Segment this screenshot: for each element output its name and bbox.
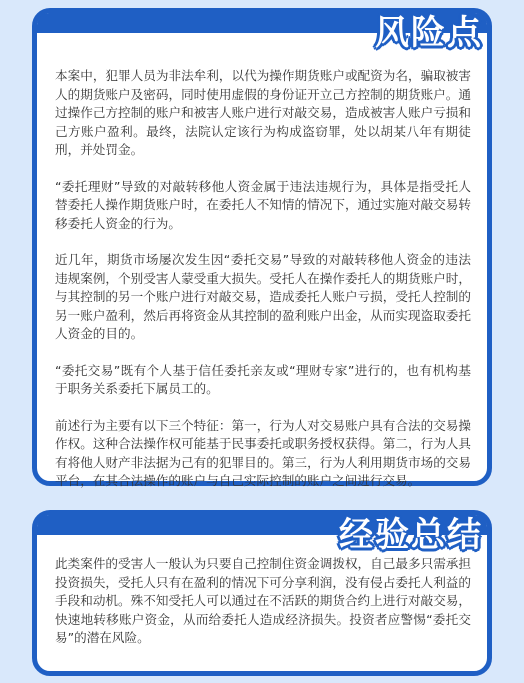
paragraph: 本案中，犯罪人员为非法牟利，以代为操作期货账户或配资为名，骗取被害人的期货账户及密码，同时使用虚假的身份证开立己方控制的期货账户。通过操作己方控制的账户和被害人账户进行对敲交易，造成被害人账户亏损和己方账户盈利。最终，法院认定该行为构成盗窃罪，处以胡某八年有期徒刑，并处罚金。 bbox=[55, 68, 471, 157]
summary-body bbox=[55, 555, 471, 648]
paragraph: 前述行为主要有以下三个特征：第一，行为人对交易账户具有合法的交易操作权。这种合法操作权可能基于民事委托或职务授权获得。第二，行为人具有将他人财产非法据为己有的犯罪目的。第三，行为人利用期货市场的交易平台，在其合法操作的账户与自己实际控制的账户之间进行交易。 bbox=[55, 417, 471, 488]
paragraph: 此类案件的受害人一般认为只要自己控制住资金调拨权，自己最多只需承担投资损失，受托人只有在盈利的情况下可分享利润，没有侵占委托人利益的手段和动机。殊不知受托人可以通过在不活跃的期货合约上进行对敲交易，快速地转移账户资金，从而给委托人造成经济损失。投资者应警惕“委托交易”的潜在风险。 bbox=[55, 556, 471, 645]
risk-points-body bbox=[55, 67, 471, 491]
risk-points-title: 风险点 bbox=[375, 13, 483, 53]
paragraph: “委托理财”导致的对敲转移他人资金属于违法违规行为，具体是指受托人替委托人操作期货账户时，在委托人不知情的情况下，通过实施对敲交易转移委托人资金的行为。 bbox=[55, 178, 471, 231]
summary-title: 经验总结 bbox=[339, 515, 483, 555]
summary-card bbox=[32, 510, 492, 676]
risk-points-card bbox=[32, 8, 492, 486]
paragraph: 近几年，期货市场屡次发生因“委托交易”导致的对敲转移他人资金的违法违规案例，个别受害人蒙受重大损失。受托人在操作委托人的期货账户时，与其控制的另一个账户进行对敲交易，造成委托人账户亏损，受托人控制的另一账户盈利，然后再将资金从其控制的盈利账户出金，从而实现盗取委托人资金的目的。 bbox=[55, 252, 471, 341]
paragraph: “委托交易”既有个人基于信任委托亲友或“理财专家”进行的，也有机构基于职务关系委托下属员工的。 bbox=[55, 362, 471, 396]
